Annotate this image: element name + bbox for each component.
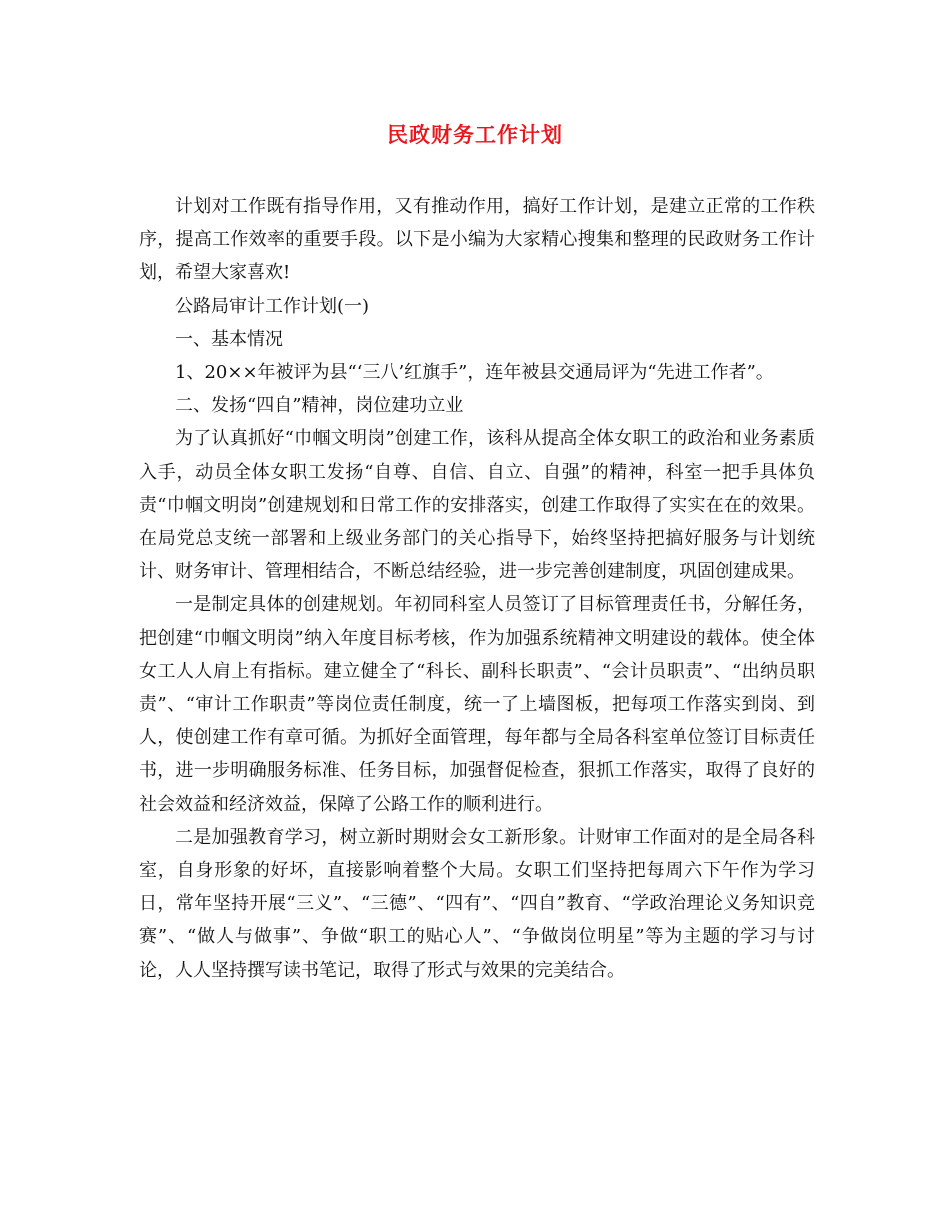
paragraph-education: 二是加强教育学习，树立新时期财会女工新形象。计财审工作面对的是全局各科室，自身形象的好坏，直接影响着整个大局。女职工们坚持把每周六下午作为学习日，常年坚持开展“三义”、“三德”、“四有”、“四自”教育、“学政治理论义务知识竞赛”、“做人与做事”、争做“职工的贴心人”、“争做岗位明星”等为主题的学习与讨论，人人坚持撰写读书笔记，取得了形式与效果的完美结合。 [139,826,815,981]
document-title: 民政财务工作计划 [387,122,563,147]
paragraph-civilization: 为了认真抓好“巾帼文明岗”创建工作，该科从提高全体女职工的政治和业务素质入手，动员全体女职工发扬“自尊、自信、自立、自强”的精神，科室一把手具体负责“巾帼文明岗”创建规划和日常工作的安排落实，创建工作取得了实实在在的效果。在局党总支统一部署和上级业务部门的关心指导下，始终坚持把搞好服务与计划统计、财务审计、管理相结合，不断总结经验，进一步完善创建制度，巩固创建成果。 [139,428,815,583]
paragraph-heading-basic: 一、基本情况 [175,328,283,350]
paragraph-heading-plan: 公路局审计工作计划(一) [175,295,370,317]
paragraph-heading-spirit: 二、发扬“四自”精神，岗位建功立业 [175,395,464,417]
document-body [139,190,815,987]
paragraph-planning: 一是制定具体的创建规划。年初同科室人员签订了目标管理责任书，分解任务，把创建“巾帼文明岗”纳入年度目标考核，作为加强系统精神文明建设的载体。使全体女工人人肩上有指标。建立健全了“科长、副科长职责”、“会计员职责”、“出纳员职责”、“审计工作职责”等岗位责任制度，统一了上墙图板，把每项工作落实到岗、到人，使创建工作有章可循。为抓好全面管理，每年都与全局各科室单位签订目标责任书，进一步明确服务标准、任务目标，加强督促检查，狠抓工作落实，取得了良好的社会效益和经济效益，保障了公路工作的顺利进行。 [139,594,815,815]
paragraph-intro: 计划对工作既有指导作用，又有推动作用，搞好工作计划，是建立正常的工作秩序，提高工作效率的重要手段。以下是小编为大家精心搜集和整理的民政财务工作计划，希望大家喜欢! [139,196,815,284]
paragraph-award: 1、20××年被评为县“‘三八’红旗手”，连年被县交通局评为“先进工作者”。 [175,362,774,384]
